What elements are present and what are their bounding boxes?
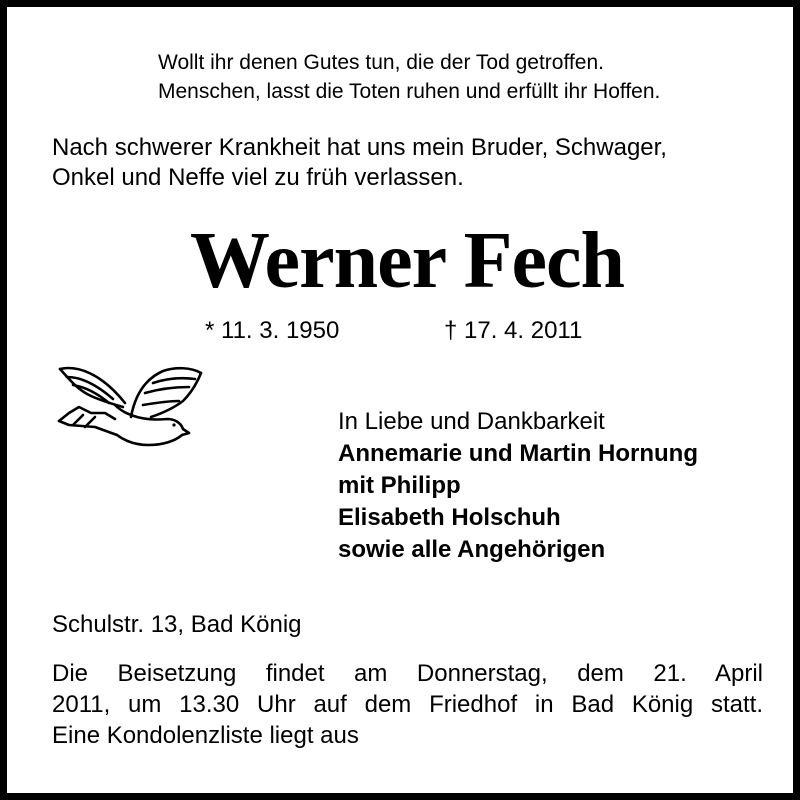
intro-line-1: Nach schwerer Krankheit hat uns mein Bruder, Schwager,	[52, 134, 667, 161]
birth-date: * 11. 3. 1950	[205, 317, 340, 344]
mourner-name: sowie alle Angehörigen	[338, 536, 606, 563]
mourners-lead: In Liebe und Dankbarkeit	[338, 408, 605, 435]
funeral-info	[52, 658, 763, 751]
mourner-name: Annemarie und Martin Hornung	[338, 440, 698, 467]
intro-text	[52, 133, 667, 193]
mourners-block	[338, 406, 698, 566]
funeral-line-2: 2011, um 13.30 Uhr auf dem Friedhof in Bad König statt.	[52, 691, 763, 718]
memorial-poem	[158, 48, 660, 106]
address: Schulstr. 13, Bad König	[52, 611, 302, 638]
poem-line-2: Menschen, lasst die Toten ruhen und erfüllt ihr Hoffen.	[158, 80, 661, 103]
mourner-name: Elisabeth Holschuh	[338, 504, 561, 531]
poem-line-1: Wollt ihr denen Gutes tun, die der Tod getroffen.	[158, 51, 604, 74]
intro-line-2: Onkel und Neffe viel zu früh verlassen.	[52, 164, 464, 191]
dove-icon	[55, 363, 205, 455]
funeral-line-1: Die Beisetzung findet am Donnerstag, dem 21. April	[52, 660, 763, 687]
mourner-name: mit Philipp	[338, 472, 461, 499]
deceased-name: Werner Fech	[189, 217, 625, 305]
funeral-line-3: Eine Kondolenzliste liegt aus	[52, 722, 359, 749]
death-date: † 17. 4. 2011	[444, 317, 583, 344]
